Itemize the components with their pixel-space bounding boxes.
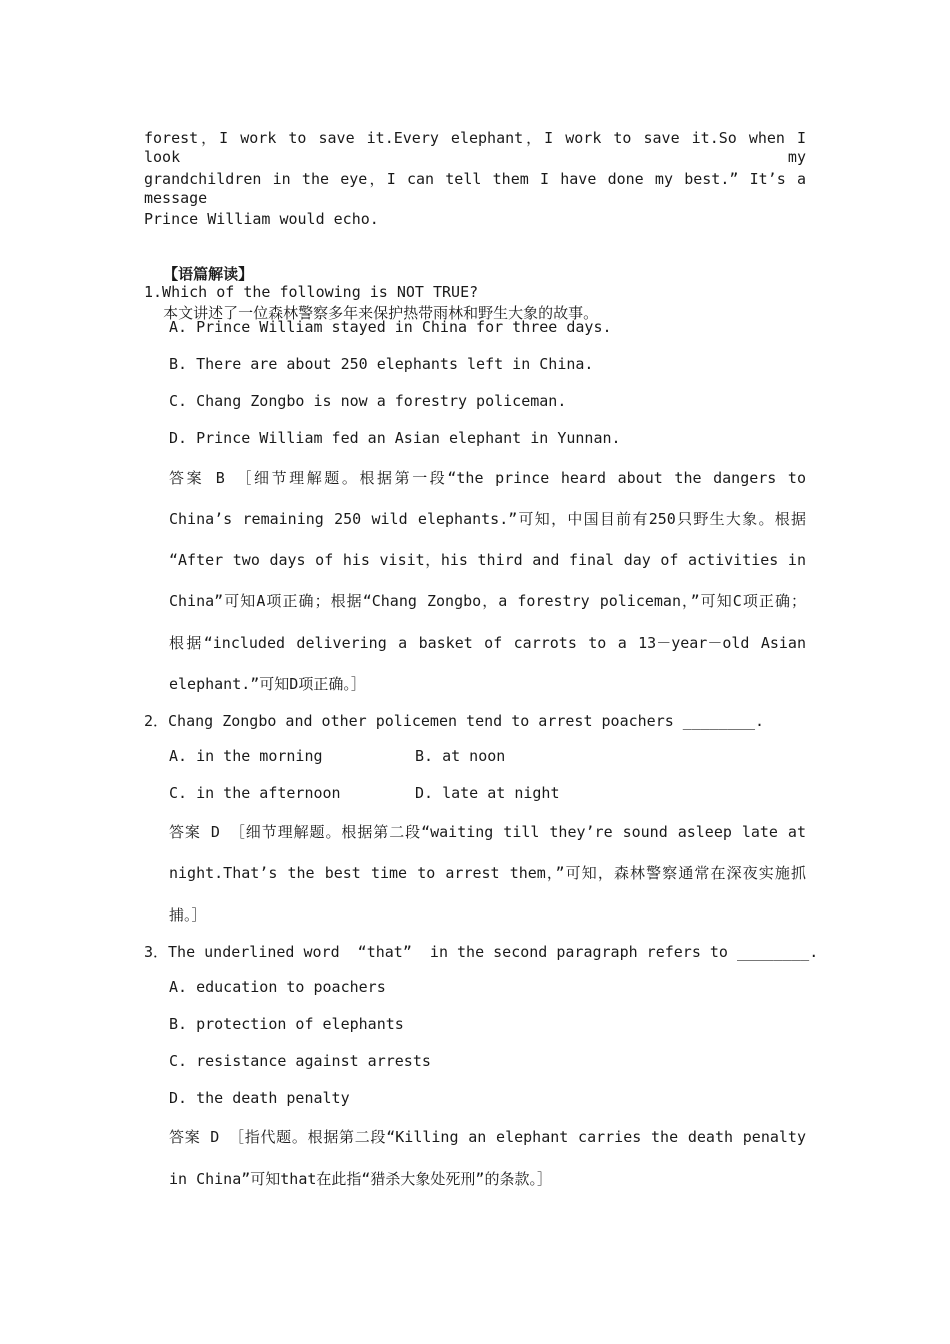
answer-line: night.That’s the best time to arrest them，”可知，森林警察通常在深夜实施抓 (169, 864, 806, 882)
option-c: C. in the afternoon (169, 784, 341, 802)
answer-line: 答案 D ［细节理解题。根据第二段“waiting till they’re sound asleep late at (169, 823, 806, 841)
answer-line: 捕。］ (169, 906, 207, 924)
question-stem: 2．Chang Zongbo and other policemen tend to arrest poachers ________. (144, 712, 765, 730)
option-c: C. Chang Zongbo is now a forestry policeman. (169, 392, 567, 410)
answer-line: “After two days of his visit，his third and final day of activities in (169, 551, 806, 569)
question-stem: 1.Which of the following is NOT TRUE? (144, 283, 479, 301)
option-a: A. education to poachers (169, 978, 386, 996)
option-d: D. the death penalty (169, 1089, 350, 1107)
option-a: A. in the morning (169, 747, 323, 765)
answer-line: 答案 D ［指代题。根据第二段“Killing an elephant carries the death penalty (169, 1128, 806, 1146)
passage-line: Prince William would echo. (144, 210, 379, 228)
question-stem: 3．The underlined word “that” in the second paragraph refers to ________. (144, 943, 819, 961)
option-b: B. There are about 250 elephants left in China. (169, 355, 594, 373)
option-b: B. protection of elephants (169, 1015, 404, 1033)
answer-line: elephant.”可知D项正确。］ (169, 675, 366, 693)
reading-note-label: 【语篇解读】 (163, 265, 254, 283)
answer-line: China’s remaining 250 wild elephants.”可知，中国目前有250只野生大象。根据 (169, 510, 806, 528)
option-c: C. resistance against arrests (169, 1052, 431, 1070)
answer-line: China”可知A项正确；根据“Chang Zongbo，a forestry policeman，”可知C项正确； (169, 592, 806, 610)
option-a: A. Prince William stayed in China for three days. (169, 318, 612, 336)
answer-line: 答案 B ［细节理解题。根据第一段“the prince heard about the dangers to (169, 469, 806, 487)
reading-note-text: 本文讲述了一位森林警察多年来保护热带雨林和野生大象的故事。 (163, 304, 599, 322)
answer-line: in China”可知that在此指“猎杀大象处死刑”的条款。］ (169, 1170, 552, 1188)
passage-line: grandchildren in the eye，I can tell them I have done my best.” It’s a message (144, 170, 806, 207)
option-d: D. Prince William fed an Asian elephant in Yunnan. (169, 429, 621, 447)
answer-line: 根据“included delivering a basket of carrots to a 13－year－old Asian (169, 634, 806, 652)
passage-line: forest，I work to save it.Every elephant，I work to save it.So when I look my (144, 129, 806, 166)
option-b: B. at noon (415, 747, 506, 765)
option-d: D. late at night (415, 784, 560, 802)
